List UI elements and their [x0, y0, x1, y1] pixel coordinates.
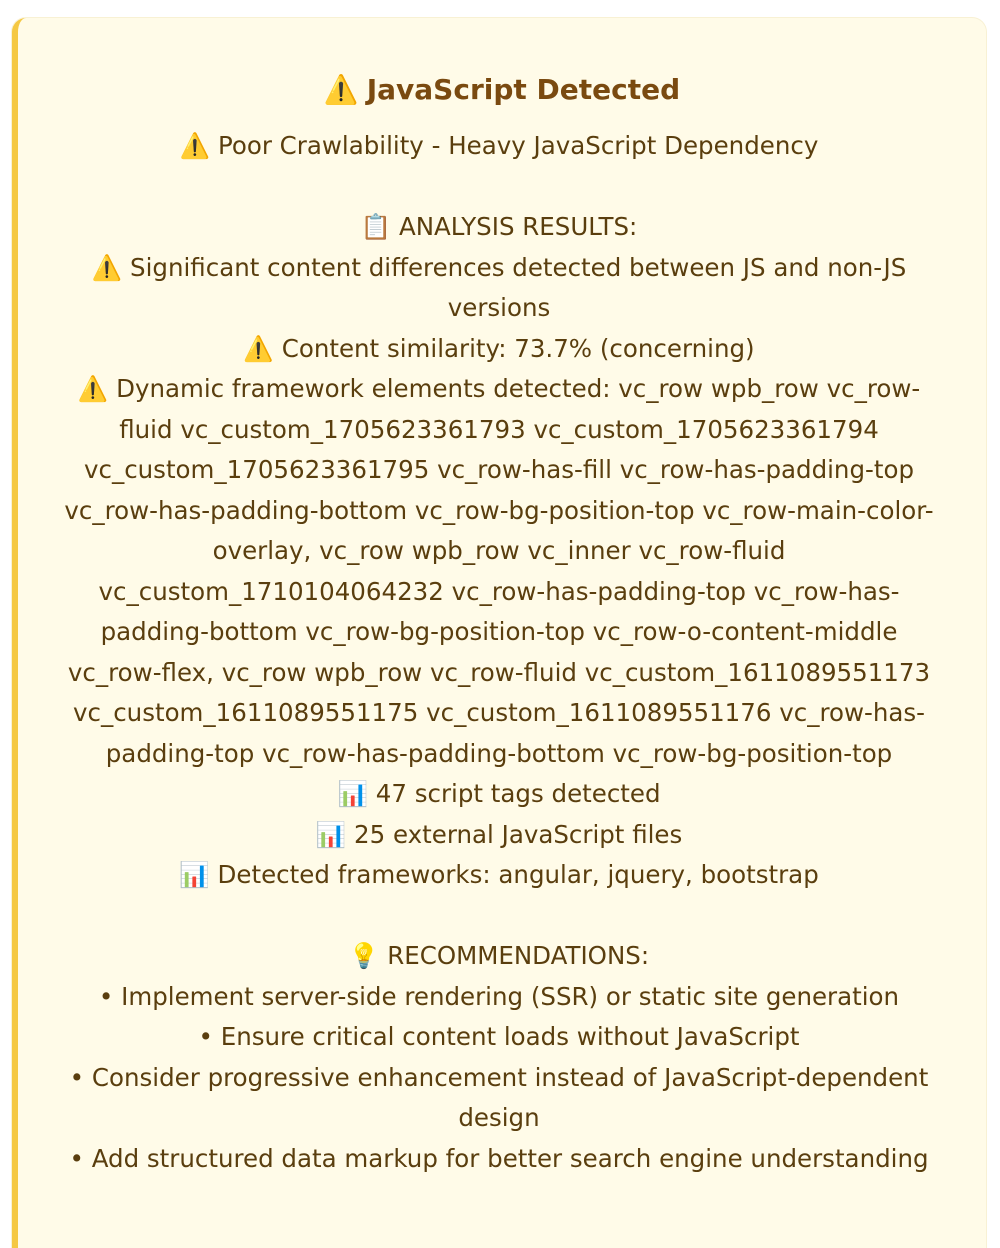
- warning-icon: ⚠️: [323, 73, 359, 106]
- analysis-item: ⚠️ Content similarity: 73.7% (concerning): [243, 333, 755, 363]
- analysis-item: 📊 Detected frameworks: angular, jquery, bootstrap: [179, 860, 819, 889]
- recommendation-item: • Implement server-side rendering (SSR) or static site generation: [98, 981, 900, 1011]
- warning-icon: ⚠️: [179, 131, 218, 160]
- panel-title: [18, 18, 986, 110]
- warning-icon: ⚠️: [243, 333, 274, 363]
- analysis-heading: 📋 ANALYSIS RESULTS:: [360, 212, 638, 241]
- warning-icon: ⚠️: [91, 252, 123, 282]
- panel-body: [18, 126, 986, 1179]
- js-warning-panel: [12, 18, 986, 1248]
- recommendation-item: • Consider progressive enhancement instead of JavaScript-dependent design: [69, 1062, 929, 1132]
- bar-chart-icon: 📊: [337, 779, 368, 808]
- bar-chart-icon: 📊: [315, 819, 347, 849]
- analysis-item: ⚠️ Dynamic framework elements detected: vc_row wpb_row vc_row-fluid vc_custom_1705623361793 vc_custom_1705623361794 vc_custom_1705623361795 vc_row-has-fill vc_row-has-padding-top vc_row-has-padding-bottom vc_row-bg-position-top vc_row-main-color-overlay, vc_row wpb_row vc_inner vc_row-fluid vc_custom_1710104064232 vc_row-has-padding-top vc_row-has-padding-bottom vc_row-bg-position-top vc_row-o-content-middle vc_row-flex, vc_row wpb_row vc_row-fluid vc_custom_1611089551173 vc_custom_1611089551175 vc_custom_1611089551176 vc_row-has-padding-top vc_row-has-padding-bottom vc_row-bg-position-top: [64, 374, 934, 768]
- analysis-item: ⚠️ Significant content differences detected between JS and non-JS versions: [91, 252, 907, 322]
- spacer: [56, 167, 942, 208]
- bar-chart-icon: 📊: [179, 860, 210, 889]
- analysis-item: 📊 25 external JavaScript files: [315, 819, 683, 849]
- spacer: [56, 896, 942, 937]
- warning-icon: ⚠️: [77, 374, 109, 403]
- recommendation-item: • Add structured data markup for better search engine understanding: [69, 1143, 929, 1173]
- panel-title-text: JavaScript Detected: [366, 73, 681, 106]
- subtitle: ⚠️ Poor Crawlability - Heavy JavaScript Dependency: [179, 131, 819, 160]
- analysis-item: 📊 47 script tags detected: [337, 779, 661, 808]
- recommendation-item: • Ensure critical content loads without JavaScript: [198, 1022, 800, 1051]
- clipboard-icon: 📋: [360, 212, 399, 241]
- lightbulb-icon: 💡: [348, 941, 388, 970]
- recommendations-heading: 💡 RECOMMENDATIONS:: [348, 941, 650, 970]
